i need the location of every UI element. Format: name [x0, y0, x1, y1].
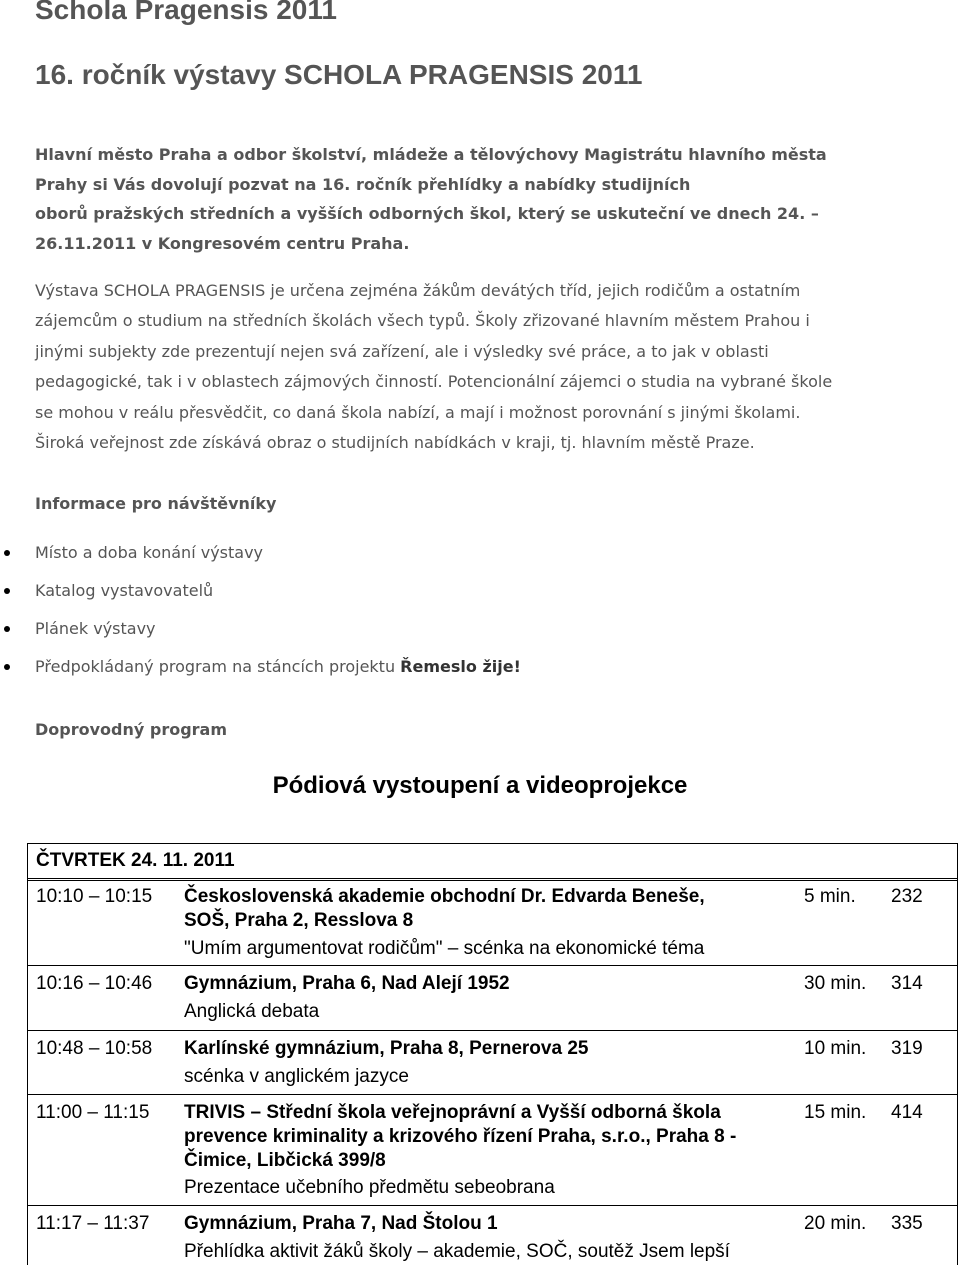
schedule-table [27, 843, 958, 1265]
row-school-line: TRIVIS – Střední škola veřejnoprávní a Vyšší odborná škola [184, 1102, 721, 1123]
row-description: Přehlídka aktivit žáků školy – akademie, SOČ, soutěž Jsem lepší [184, 1241, 730, 1262]
craft-project-label: Řemeslo žije! [400, 657, 521, 676]
row-duration: 20 min. [804, 1213, 867, 1234]
row-room: 232 [891, 886, 923, 907]
row-school [184, 972, 784, 996]
row-duration: 10 min. [804, 1038, 867, 1059]
program-heading: Pódiová vystoupení a videoprojekce [272, 772, 688, 799]
intro-line: Hlavní město Praha a odbor školství, mládeže a tělovýchovy Magistrátu hlavního města [35, 145, 827, 164]
visitor-info-heading[interactable]: Informace pro návštěvníky [35, 494, 277, 513]
row-time: 11:00 – 11:15 [36, 1102, 150, 1123]
row-duration: 30 min. [804, 973, 867, 994]
row-school-line: prevence kriminality a krizového řízení Praha, s.r.o., Praha 8 - [184, 1126, 737, 1147]
table-divider [28, 878, 957, 879]
row-school [184, 1037, 784, 1061]
row-duration: 15 min. [804, 1102, 867, 1123]
info-link-program[interactable] [0, 654, 521, 692]
info-link-label: Plánek výstavy [35, 619, 156, 638]
row-time: 10:48 – 10:58 [36, 1038, 153, 1059]
table-divider [28, 880, 957, 881]
intro-line: 26.11.2011 v Kongresovém centru Praha. [35, 233, 410, 253]
row-room: 335 [891, 1213, 923, 1234]
intro-line: oborů pražských středních a vyšších odborných škol, který se uskuteční ve dnech 24. – [35, 204, 819, 223]
table-divider [28, 965, 957, 966]
visitor-info-list [0, 540, 521, 692]
row-school [184, 1101, 784, 1173]
bullet-icon [4, 664, 10, 670]
info-link-label: Předpokládaný program na stáncích projektu [35, 657, 401, 676]
row-description: Prezentace učebního předmětu sebeobrana [184, 1177, 555, 1198]
info-link-label: Místo a doba konání výstavy [35, 543, 264, 562]
table-divider [28, 1030, 957, 1031]
description-line: se mohou v reálu přesvědčit, co daná škola nabízí, a mají i možnost porovnání s jinými školami. [35, 402, 801, 422]
info-link-label: Katalog vystavovatelů [35, 581, 214, 600]
row-description: "Umím argumentovat rodičům" – scénka na ekonomické téma [184, 938, 705, 959]
row-school-line: Čimice, Libčická 399/8 [184, 1150, 386, 1171]
page-title: Schola Pragensis 2011 [35, 0, 337, 25]
description-line: Výstava SCHOLA PRAGENSIS je určena zejména žákům devátých tříd, jejich rodičům a ostatním [35, 281, 801, 300]
intro-line: Prahy si Vás dovolují pozvat na 16. ročník přehlídky a nabídky studijních [35, 174, 691, 194]
description-line: pedagogické, tak i v oblastech zájmových činností. Potencionální zájemci o studia na vybrané škole [35, 372, 833, 392]
row-time: 10:10 – 10:15 [36, 886, 153, 907]
escort-program-heading[interactable]: Doprovodný program [35, 720, 228, 739]
row-description: Anglická debata [184, 1001, 320, 1022]
description-line: jinými subjekty zde prezentují nejen svá zařízení, ale i výsledky své práce, a to jak v oblasti [35, 341, 769, 361]
row-duration: 5 min. [804, 886, 856, 907]
table-divider [28, 1094, 957, 1095]
bullet-icon [4, 588, 10, 594]
info-link-catalog[interactable] [0, 578, 521, 616]
bullet-icon [4, 626, 10, 632]
row-school-line: Karlínské gymnázium, Praha 8, Pernerova 25 [184, 1038, 589, 1059]
table-divider [28, 1205, 957, 1206]
row-school [184, 885, 784, 933]
row-school-line: Gymnázium, Praha 7, Nad Štolou 1 [184, 1213, 498, 1234]
row-school [184, 1212, 784, 1236]
row-school-line: Československá akademie obchodní Dr. Edvarda Beneše, [184, 886, 705, 907]
info-link-map[interactable] [0, 616, 521, 654]
row-time: 10:16 – 10:46 [36, 973, 153, 994]
info-link-venue[interactable] [0, 540, 521, 578]
row-school-line: SOŠ, Praha 2, Resslova 8 [184, 910, 414, 931]
bullet-icon [4, 550, 10, 556]
row-room: 314 [891, 973, 923, 994]
row-time: 11:17 – 11:37 [36, 1213, 150, 1234]
intro-paragraph [35, 140, 915, 258]
description-paragraph [35, 276, 935, 458]
row-school-line: Gymnázium, Praha 6, Nad Alejí 1952 [184, 973, 510, 994]
day-label: ČTVRTEK 24. 11. 2011 [36, 850, 235, 871]
row-description: scénka v anglickém jazyce [184, 1066, 409, 1087]
description-line: Široká veřejnost zde získává obraz o studijních nabídkách v kraji, tj. hlavním městě Praze. [35, 433, 755, 453]
row-room: 319 [891, 1038, 923, 1059]
row-room: 414 [891, 1102, 923, 1123]
page-subtitle: 16. ročník výstavy SCHOLA PRAGENSIS 2011 [35, 59, 643, 90]
description-line: zájemcům o studium na středních školách všech typů. Školy zřizované hlavním městem Prahou i [35, 311, 810, 331]
